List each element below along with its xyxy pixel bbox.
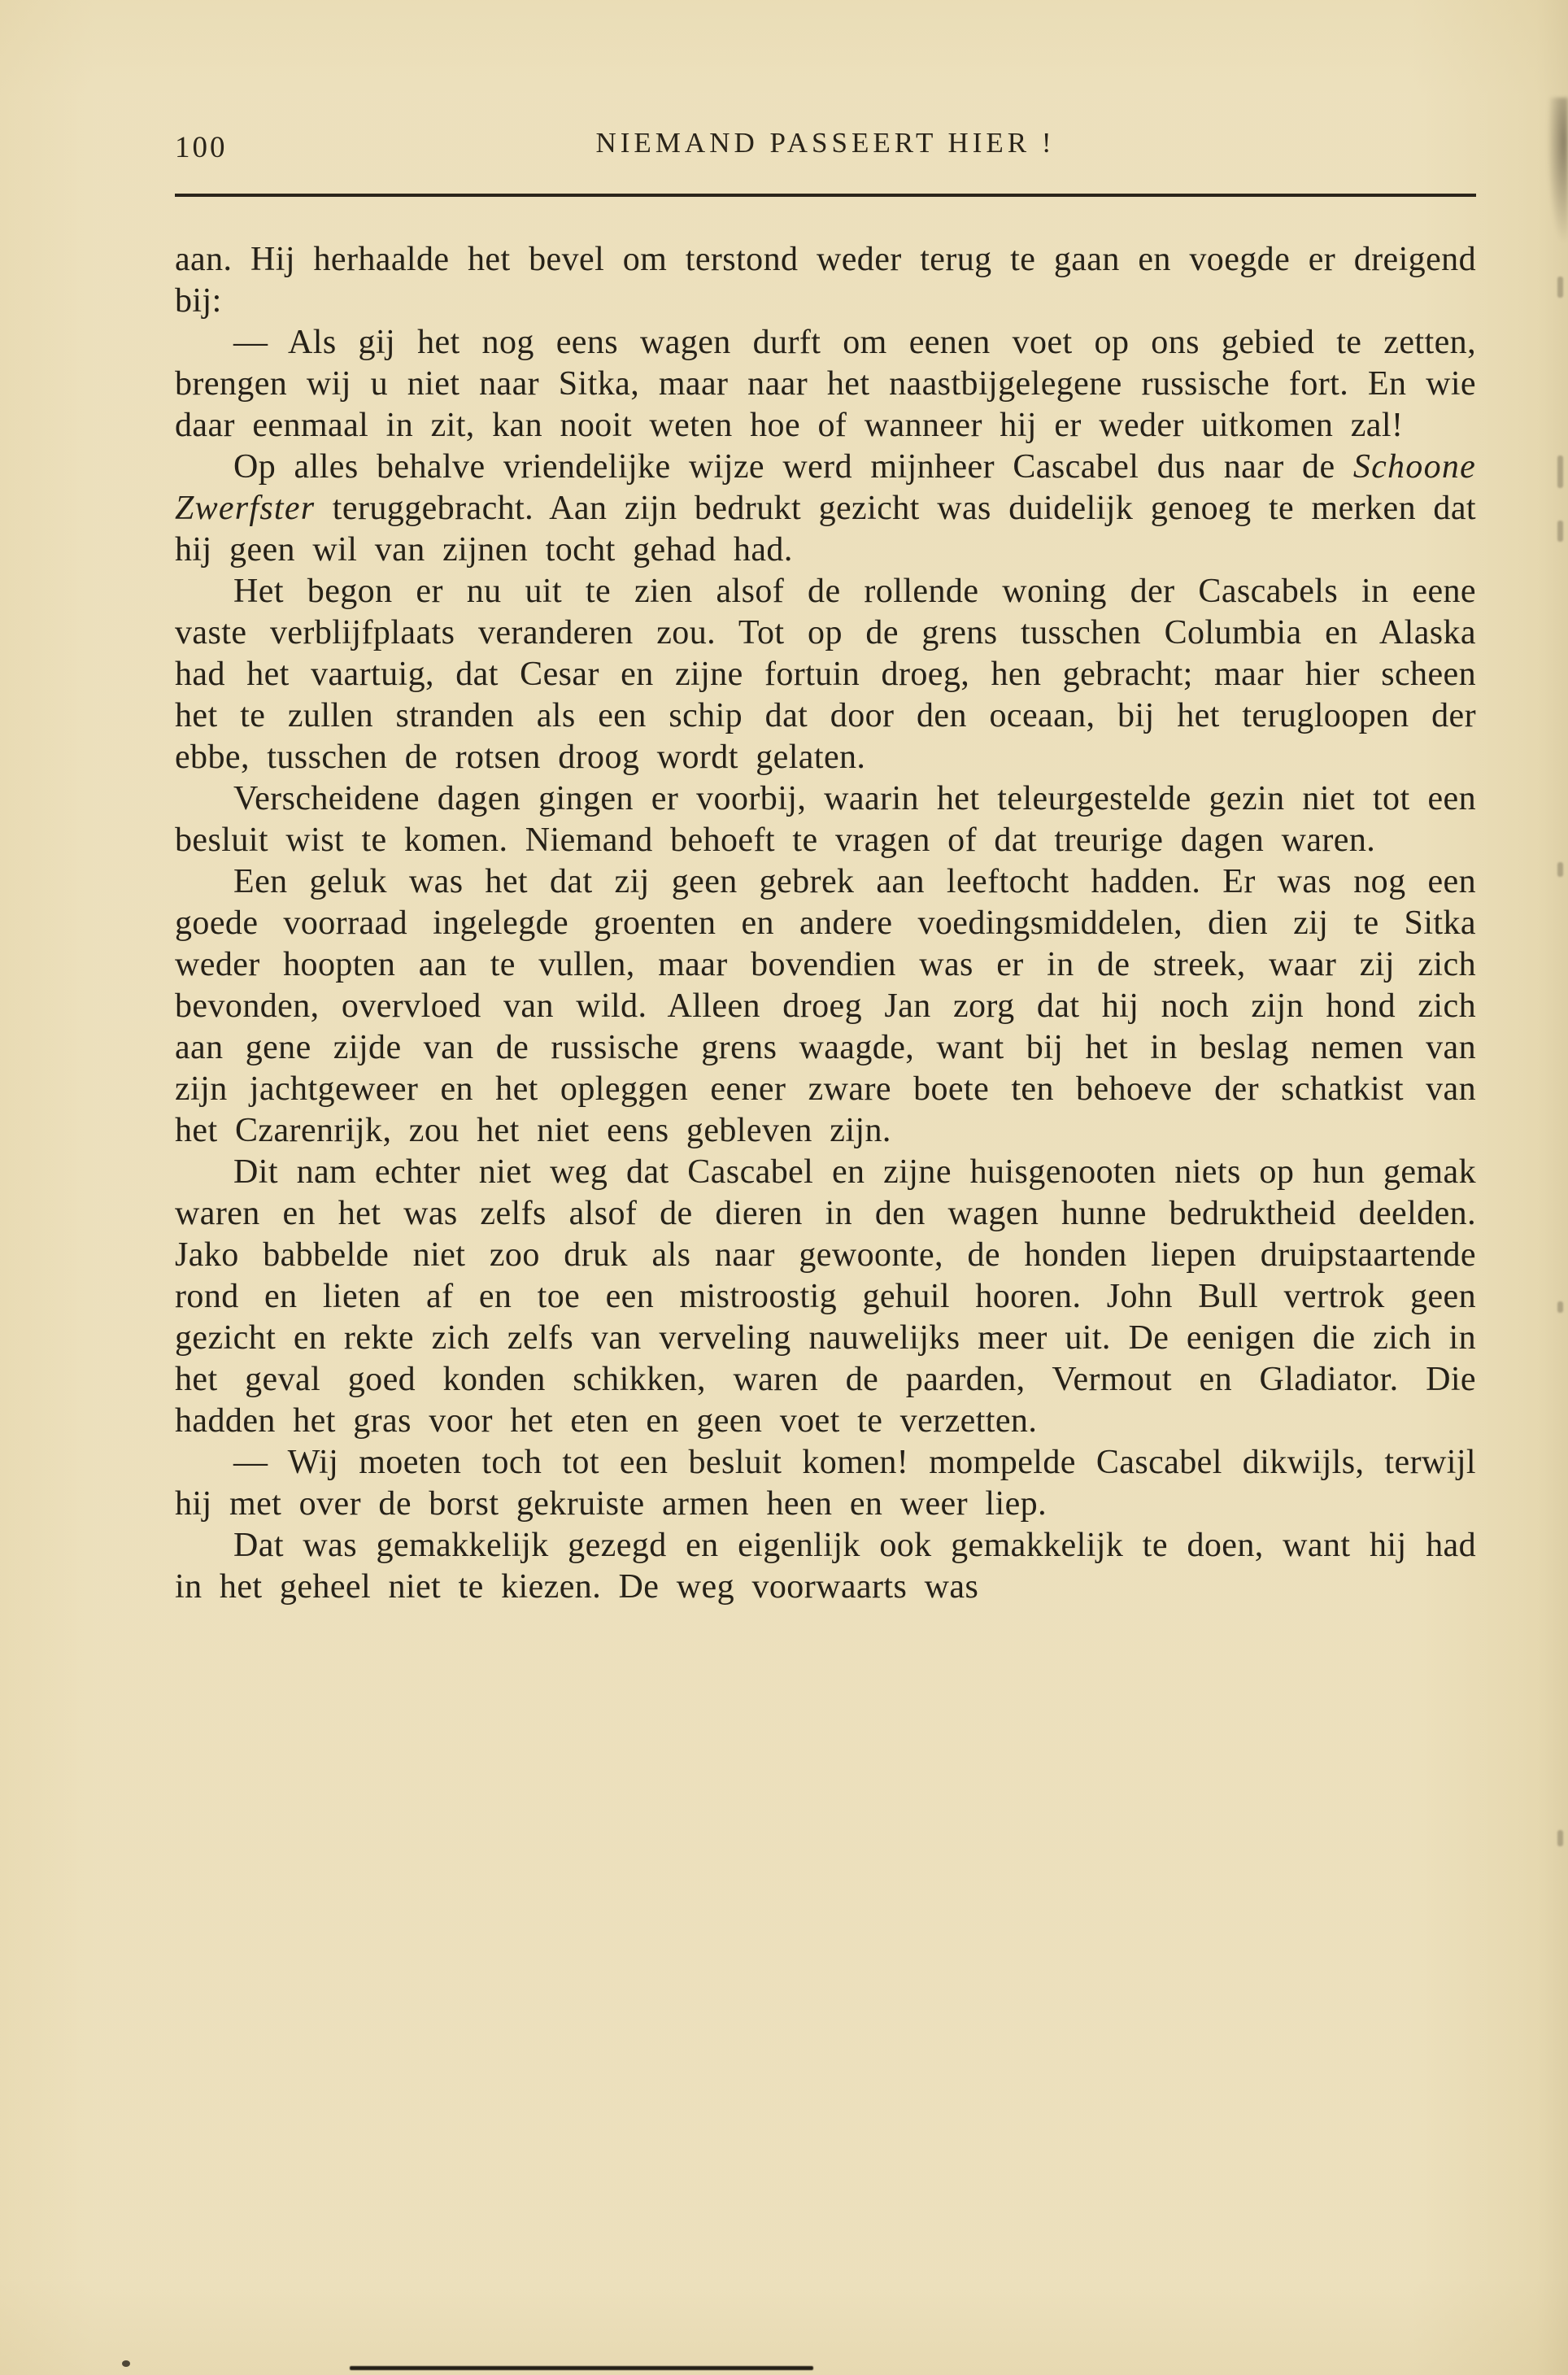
scan-speck (1557, 521, 1563, 542)
paragraph: Dit nam echter niet weg dat Cascabel en zijne huisgenooten niets op hun gemak waren en het was zelfs alsof de dieren in den wagen hunne bedruktheid deelden. Jako babbelde niet zoo druk als naar gewoonte, de honden liepen druipstaartende rond en lieten af en toe een mistroostig gehuil hooren. John Bull vertrok geen gezicht en rekte zich zelfs van verveling nauwelijks meer uit. De eenigen die zich in het geval goed konden schikken, waren de paarden, Vermout en Gladiator. Die hadden het gras voor het eten en geen voet te verzetten. (175, 1153, 1476, 1440)
paragraph-text: teruggebracht. Aan zijn bedrukt gezicht was duidelijk genoeg te merken dat hij geen wil van zijnen tocht gehad had. (175, 490, 1476, 569)
scan-speck (1557, 455, 1563, 488)
paragraph-text: Op alles behalve vriendelijke wijze werd mijnheer Cascabel dus naar de (233, 448, 1353, 486)
paragraph: — Wij moeten toch tot een besluit komen! mompelde Cascabel dikwijls, terwijl hij met over de borst gekruiste armen heen en weer liep. (175, 1444, 1476, 1523)
scan-streak (350, 2366, 813, 2370)
paragraph: Een geluk was het dat zij geen gebrek aan leeftocht hadden. Er was nog een goede voorraad ingelegde groenten en andere voedingsmiddelen, dien zij te Sitka weder hoopten aan te vullen, maar bovendien was er in de streek, waar zij zich bevonden, overvloed van wild. Alleen droeg Jan zorg dat hij noch zijn hond zich aan gene zijde van de russische grens waagde, want bij het in beslag nemen van zijn jachtgeweer en het opleggen eener zware boete ten behoeve der schatkist van het Czarenrijk, zou het niet eens gebleven zijn. (175, 863, 1476, 1149)
header-rule (175, 194, 1476, 197)
paragraph (175, 447, 1476, 571)
paragraph: — Als gij het nog eens wagen durft om eenen voet op ons gebied te zetten, brengen wij u niet naar Sitka, maar naar het naastbijgelegene russische fort. En wie daar eenmaal in zit, kan nooit weten hoe of wanneer hij er weder uitkomen zal! (175, 324, 1476, 444)
paragraph: Het begon er nu uit te zien alsof de rollende woning der Cascabels in eene vaste verblijfplaats veranderen zou. Tot op de grens tusschen Columbia en Alaska had het vaartuig, dat Cesar en zijne fortuin droeg, hen gebracht; maar hier scheen het te zullen stranden als een schip dat door den oceaan, bij het terugloopen der ebbe, tusschen de rotsen droog wordt gelaten. (175, 573, 1476, 776)
scan-speck (1557, 1830, 1563, 1846)
scan-smudge (1547, 98, 1568, 244)
scan-speck (1557, 277, 1563, 298)
text-block (175, 122, 1476, 1608)
paragraph: Dat was gemakkelijk gezegd en eigenlijk ook gemakkelijk te doen, want hij had in het geheel niet te kiezen. De weg voorwaarts was (175, 1527, 1476, 1606)
scan-dot (122, 2360, 130, 2367)
scan-speck (1557, 1301, 1563, 1313)
paragraph: aan. Hij herhaalde het bevel om terstond weder terug te gaan en voegde er dreigend bij: (175, 241, 1476, 320)
page-number: 100 (175, 131, 228, 164)
body-text (175, 239, 1476, 1608)
ship-name-italic: Schoone Zwerfster (175, 448, 1476, 527)
paragraph: Verscheidene dagen gingen er voorbij, waarin het teleurgestelde gezin niet tot een besluit wist te komen. Niemand behoeft te vragen of dat treurige dagen waren. (175, 780, 1476, 859)
page-header (175, 122, 1476, 171)
scan-speck (1557, 862, 1563, 877)
running-title: NIEMAND PASSEERT HIER ! (595, 127, 1056, 159)
